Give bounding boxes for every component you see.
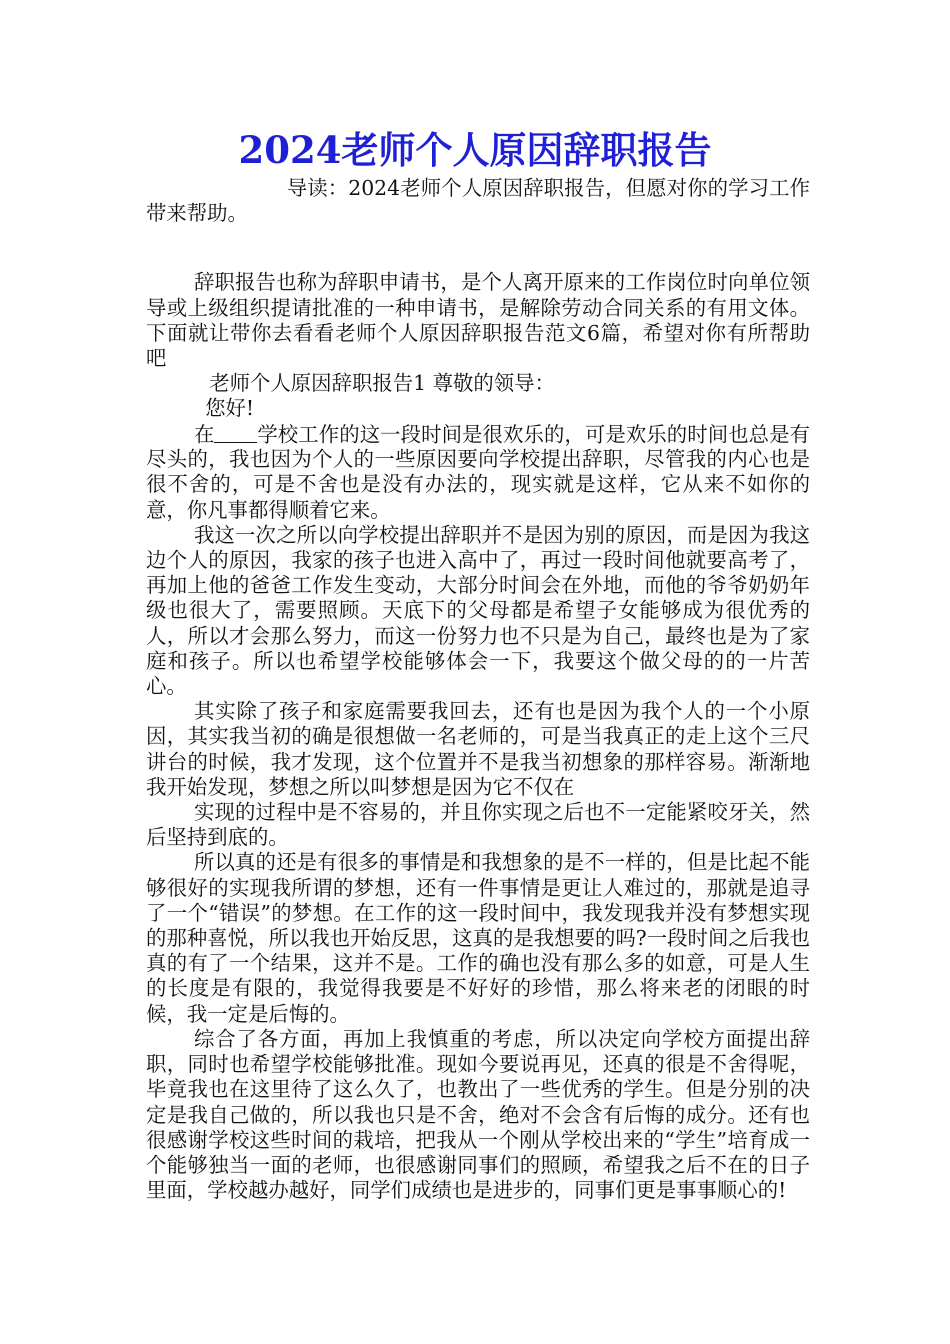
paragraph-1-start: 在 (193, 422, 215, 447)
greeting: 您好! (205, 396, 255, 421)
document-body (146, 176, 810, 1203)
blank-line (214, 422, 257, 443)
paragraph-2: 我这一次之所以向学校提出辞职并不是因为别的原因，而是因为我这边个人的原因，我家的孩子也进入高中了，再过一段时间他就要高考了，再加上他的爸爸工作发生变动，大部分时间会在外地，而他的爷爷奶奶年级也很大了，需要照顾。天底下的父母都是希望子女能够成为很优秀的人，所以才会那么努力，而这一份努力也不只是为自己，最终也是为了家庭和孩子。所以也希望学校能够体会一下，我要这个做父母的的一片苦心。 (146, 522, 810, 699)
paragraph-4: 实现的过程中是不容易的，并且你实现之后也不一定能紧咬牙关，然后坚持到底的。 (146, 800, 810, 850)
lead-paragraph: 导读：2024老师个人原因辞职报告，但愿对你的学习工作带来帮助。 (146, 176, 810, 226)
section-heading: 老师个人原因辞职报告1 尊敬的领导： (209, 371, 555, 396)
paragraph-3: 其实除了孩子和家庭需要我回去，还有也是因为我个人的一个小原因，其实我当初的确是很想做一名老师的，可是当我真正的走上这个三尺讲台的时候，我才发现，这个位置并不是我当初想象的那样容易。渐渐地我开始发现，梦想之所以叫梦想是因为它不仅在 (146, 699, 810, 799)
paragraph-1 (146, 422, 810, 523)
paragraph-6: 综合了各方面，再加上我慎重的考虑，所以决定向学校方面提出辞职，同时也希望学校能够批准。现如今要说再见，还真的很是不舍得呢，毕竟我也在这里待了这么久了，也教出了一些优秀的学生。但是分别的决定是我自己做的，所以我也只是不舍，绝对不会含有后悔的成分。还有也很感谢学校这些时间的栽培，把我从一个刚从学校出来的“学生”培育成一个能够独当一面的老师，也很感谢同事们的照顾，希望我之后不在的日子里面，学校越办越好，同学们成绩也是进步的，同事们更是事事顺心的! (146, 1026, 810, 1203)
intro-paragraph: 辞职报告也称为辞职申请书，是个人离开原来的工作岗位时向单位领导或上级组织提请批准的一种申请书，是解除劳动合同关系的有用文体。下面就让带你去看看老师个人原因辞职报告范文6篇，希望对你有所帮助吧 (146, 270, 810, 371)
paragraph-5: 所以真的还是有很多的事情是和我想象的是不一样的，但是比起不能够很好的实现我所谓的梦想，还有一件事情是更让人难过的，那就是追寻了一个“错误”的梦想。在工作的这一段时间中，我发现我并没有梦想实现的那种喜悦，所以我也开始反思，这真的是我想要的吗?一段时间之后我也真的有了一个结果，这并不是。工作的确也没有那么多的如意，可是人生的长度是有限的，我觉得我要是不好好的珍惜，那么将来老的闭眼的时候，我一定是后悔的。 (146, 850, 810, 1026)
paragraph-1-rest: 学校工作的这一段时间是很欢乐的，可是欢乐的时间也总是有尽头的，我也因为个人的一些原因要向学校提出辞职，尽管我的内心也是很不舍的，可是不舍也是没有办法的，现实就是这样，它从来不如你的意，你凡事都得顺着它来。 (146, 422, 811, 522)
document-title: 2024老师个人原因辞职报告 (238, 128, 712, 172)
